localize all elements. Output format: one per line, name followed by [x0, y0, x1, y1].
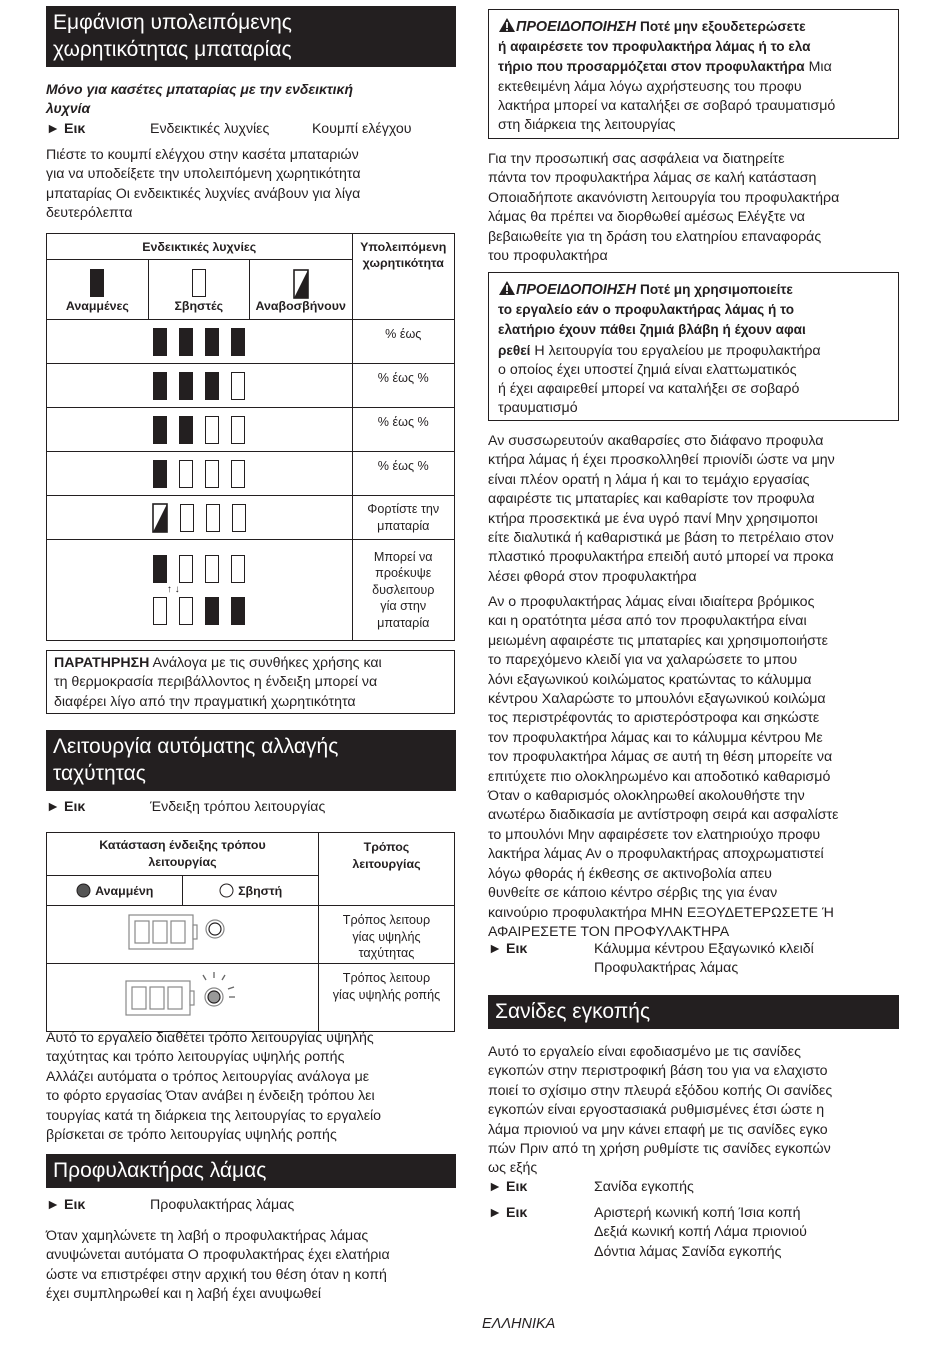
battery-indicator-off-icon: [127, 909, 237, 955]
note-text: Ανάλογα με τις συνθήκες χρήσης και τη θερμοκρασία περιβάλλοντος η ένδειξη μπορεί να διαφέρει λίγο από την πραγματική χωρητικότητα: [54, 655, 382, 710]
table-header-capacity: Υπολειπόμενη χωρητικότητα: [352, 234, 454, 320]
capacity-value: Φορτίστε την μπαταρία: [352, 496, 454, 540]
capacity-value: % έως %: [352, 408, 454, 452]
table-header-lamps: Ενδεικτικές λυχνίες: [47, 234, 353, 260]
table-header-mode: Τρόπος λειτουργίας: [318, 833, 454, 906]
figure-ref-label: ► Εικ: [46, 121, 86, 137]
legend-on-label: Αναμμένες: [65, 299, 129, 313]
figure-ref-label: ► Εικ: [488, 1205, 528, 1221]
figure-ref-battery: [46, 120, 456, 139]
warning-bold-text: Ποτέ μη χρησιμοποιείτε το εργαλείο εάν ο προφυλακτήρας λάμας ή το ελατήριο έχουν πάθει ζημιά βλάβη ή έχουν αφαι ρεθεί: [498, 282, 806, 358]
lamp-on-icon: [90, 269, 104, 297]
figure-ref-item: Προφυλακτήρας λάμας: [150, 1197, 295, 1213]
warning-text: Μια εκτεθειμένη λάμα λόγω αχρήστευσης του προφυ λακτήρα μπορεί να καταλήξει σε σοβαρό τραυματισμό στη διάρκεια της λειτουργίας: [498, 59, 836, 134]
figure-ref-kerf-1: [488, 1178, 900, 1197]
warning-label: ΠΡΟΕΙΔΟΠΟΙΗΣΗ: [516, 282, 637, 298]
figure-ref-item: Σανίδα εγκοπής: [594, 1179, 694, 1195]
lamp-row-error: [47, 540, 353, 641]
figure-ref-guard: [46, 1196, 456, 1215]
cleaning-detail-paragraph: Αν ο προφυλακτήρας λάμας είναι ιδιαίτερα βρόμικος και η ορατότητα μέσα από τον προφυλακτήρα είναι μειωμένη αφαιρέστε τις μπαταρίες και χρησιμοποιήστε το παρεχόμενο κλειδί για να χαλαρώσετε το μπου λόνι εξαγωνικού κοιλώματος κρατώντας το κάλυμμα κέντρου Χαλαρώστε το μπουλόνι εξαγωνικού κοιλώμα τος περιστρέφοντάς το αριστερόστροφα και σηκώστε τον προφυλακτήρα λάμας και το κάλυμμα κέντρου Με τον προφυλακτήρα λάμας σε αυτή τη θέση μπορείτε να επιτύχετε πιο ολοκληρωμένο και αποδοτικό καθαρισμό Όταν ο καθαρισμός ολοκληρωθεί ακολουθήστε την ανωτέρω διαδικασία με αντίστροφη σειρά και ασφαλίστε το μπουλόνι Μην αφαιρέσετε τον ελατηριούχο προφυ λακτήρα λάμας Αν ο προφυλακτήρας αποχρωματιστεί λόγω φθοράς ή έκθεσης σε ακτινοβολία απευ θυνθείτε σε κάποιο κέντρο σέρβις της για έναν καινούριο προφυλακτήρα ΜΗΝ ΕΞΟΥΔΕΤΕΡΩΣΕΤΕ Ή ΑΦΑΙΡΕΣΕΤΕ ΤΟΝ ΠΡΟΦΥΛΑΚΤΗΡΑ: [488, 594, 839, 940]
section-title-blade-guard: Προφυλακτήρας λάμας: [46, 1154, 456, 1188]
mode-table: [46, 832, 455, 1032]
legend-off-label: Σβηστή: [238, 883, 283, 898]
figure-ref-item: Ένδειξη τρόπου λειτουργίας: [150, 799, 326, 815]
figure-ref-label: ► Εικ: [488, 1179, 528, 1195]
figure-ref-label: ► Εικ: [488, 941, 528, 957]
note-box: [46, 650, 455, 714]
legend-off: [183, 876, 319, 906]
lamp-row: [47, 364, 353, 408]
section-title-battery-capacity: Εμφάνιση υπολειπόμενης χωρητικότητας μπαταρίας: [46, 6, 456, 67]
warning-box-2: [488, 272, 899, 421]
figure-ref-mode: [46, 798, 456, 817]
lamp-row: [47, 320, 353, 364]
capacity-value: % έως %: [352, 452, 454, 496]
lamp-row: [47, 452, 353, 496]
cleaning-paragraph: Αν συσσωρευτούν ακαθαρσίες στο διάφανο προφυλα κτήρα λάμας ή έχει προσκολληθεί πριονίδι ώστε να μην είναι πλέον ορατή η λάμα ή και το τεμάχιο εργασίας αφαιρέστε τις μπαταρίες και καθαρίστε τον προφυλα κτήρα προσεκτικά με ένα υγρό πανί Μην χρησιμοποι είτε διαλυτικά ή καθαριστικά με βάση το πετρέλαιο στον πλαστικό προφυλακτήρα επειδή αυτό μπορεί να προκα λέσει φθορά στον προφυλακτήρα: [488, 433, 835, 585]
indicator-on-icon: [76, 883, 91, 898]
lamp-blink-icon: [152, 503, 168, 533]
kerf-paragraph: Αυτό το εργαλείο είναι εφοδιασμένο με τις σανίδες εγκοπών στην περιστροφική βάση του για να ελαχιστο ποιεί το σχίσιμο στην πλευρά εξόδου κοπής Οι σανίδες εγκοπών είναι εργοστασιακά ρυθμισμένες έτσι ώστε η λάμα πριονιού να μην κάνει επαφή με τις σανίδες εγκο πών Πριν από τη χρήση ρυθμίστε τις σανίδες εγκοπών ως εξής: [488, 1044, 833, 1177]
capacity-value: % έως %: [352, 364, 454, 408]
warning-triangle-icon: [498, 17, 516, 33]
legend-blink: [249, 260, 352, 320]
mode-value: Τρόπος λειτουρ γίας υψηλής ροπής: [318, 964, 454, 1032]
legend-on-label: Αναμμένη: [95, 883, 154, 898]
warning-text: Η λειτουργία του εργαλείου με προφυλακτήρα ο οποίος έχει υποστεί ζημιά είναι ελαττωματικός ή έχει αφαιρεθεί μπορεί να καταλήξει σε σοβαρό τραυματισμό: [498, 342, 821, 417]
legend-on: [47, 876, 183, 906]
warning-triangle-icon: [498, 280, 516, 296]
section-title-kerf-boards: Σανίδες εγκοπής: [488, 995, 899, 1029]
legend-on: [47, 260, 149, 320]
lamp-off-icon: [192, 269, 206, 297]
mode-indicator-row: [47, 964, 319, 1032]
figure-ref-label: ► Εικ: [46, 1197, 86, 1213]
battery-paragraph: Πιέστε το κουμπί ελέγχου στην κασέτα μπαταριών για να υποδείξετε την υπολειπόμενη χωρητικότητα μπαταρίας Οι ενδεικτικές λυχνίες ανάβουν για λίγα δευτερόλεπτα: [46, 147, 361, 222]
figure-ref-item: Κουμπί ελέγχου: [312, 121, 412, 137]
warning-label: ΠΡΟΕΙΔΟΠΟΙΗΣΗ: [516, 19, 637, 35]
arrows-icon: ↑ ↓: [166, 584, 180, 595]
battery-subtitle: Μόνο για κασέτες μπαταρίας με την ενδεικτική λυχνία: [46, 81, 354, 116]
note-label: ΠΑΡΑΤΗΡΗΣΗ: [54, 655, 150, 671]
section-title-auto-speed: Λειτουργία αυτόματης αλλαγής ταχύτητας: [46, 730, 456, 791]
battery-capacity-table: [46, 233, 455, 641]
figure-ref-kerf-2: [488, 1204, 900, 1260]
figure-ref-item: Αριστερή κωνική κοπή Ίσια κοπή Δεξιά κωνική κοπή Λάμα πριονιού Δόντια λάμας Σανίδα εγκοπής: [594, 1205, 807, 1260]
lamp-row: [47, 408, 353, 452]
guard-paragraph: Όταν χαμηλώνετε τη λαβή ο προφυλακτήρας λάμας ανυψώνεται αυτόματα Ο προφυλακτήρας έχει ελατήρια ώστε να επιστρέφει στην αρχική του θέση όταν η κοπή έχει συμπληρωθεί και η λαβή έχει ανυψωθεί: [46, 1228, 390, 1303]
mode-value: Τρόπος λειτουρ γίας υψηλής ταχύτητας: [318, 906, 454, 964]
mode-paragraph: Αυτό το εργαλείο διαθέτει τρόπο λειτουργίας υψηλής ταχύτητας και τρόπο λειτουργίας υψηλής ροπής Αλλάζει αυτόματα ο τρόπος λειτουργίας ανάλογα με το φόρτο εργασίας Όταν ανάβει η ένδειξη τρόπου λει τουργίας κατά τη διάρκεια της λειτουργίας το εργαλείο βρίσκεται σε τρόπο λειτουργίας υψηλής ροπής: [46, 1030, 382, 1144]
legend-off: [148, 260, 249, 320]
legend-off-label: Σβηστές: [174, 299, 224, 313]
capacity-value: % έως: [352, 320, 454, 364]
capacity-value: Μπορεί να προέκυψε δυσλειτουρ γία στην μπαταρία: [352, 540, 454, 641]
figure-ref-label: ► Εικ: [46, 799, 86, 815]
page-footer-language: ΕΛΛΗΝΙΚΑ: [482, 1316, 556, 1332]
lamp-row: [47, 496, 353, 540]
indicator-off-icon: [219, 883, 234, 898]
figure-ref-item: Κάλυμμα κέντρου Εξαγωνικό κλειδί Προφυλακτήρας λάμας: [594, 941, 814, 977]
mode-indicator-row: [47, 906, 319, 964]
battery-indicator-on-icon: [124, 967, 240, 1023]
warning-bold-text: Ποτέ μην εξουδετερώσετε ή αφαιρέσετε τον προφυλακτήρα λάμας ή το ελα τήριο που προσαρμόζεται στον προφυλακτήρα: [498, 19, 811, 75]
warning-box-1: [488, 9, 899, 139]
figure-ref-item: Ενδεικτικές λυχνίες: [150, 121, 270, 137]
figure-ref-center-cover: [488, 940, 900, 977]
guard-care-paragraph: Για την προσωπική σας ασφάλεια να διατηρείτε πάντα τον προφυλακτήρα λάμας σε καλή κατάσταση Οποιαδήποτε ακανόνιστη λειτουργία του προφυλακτήρα λάμας θα πρέπει να διορθωθεί αμέσως Ελέγξτε να βεβαιωθείτε για τη δράση του ελατηρίου επαναφοράς του προφυλακτήρα: [488, 151, 840, 265]
legend-blink-label: Αναβοσβήνουν: [255, 299, 346, 313]
lamp-blink-icon: [293, 269, 309, 299]
table-header-state: Κατάσταση ένδειξης τρόπου λειτουργίας: [47, 833, 319, 876]
